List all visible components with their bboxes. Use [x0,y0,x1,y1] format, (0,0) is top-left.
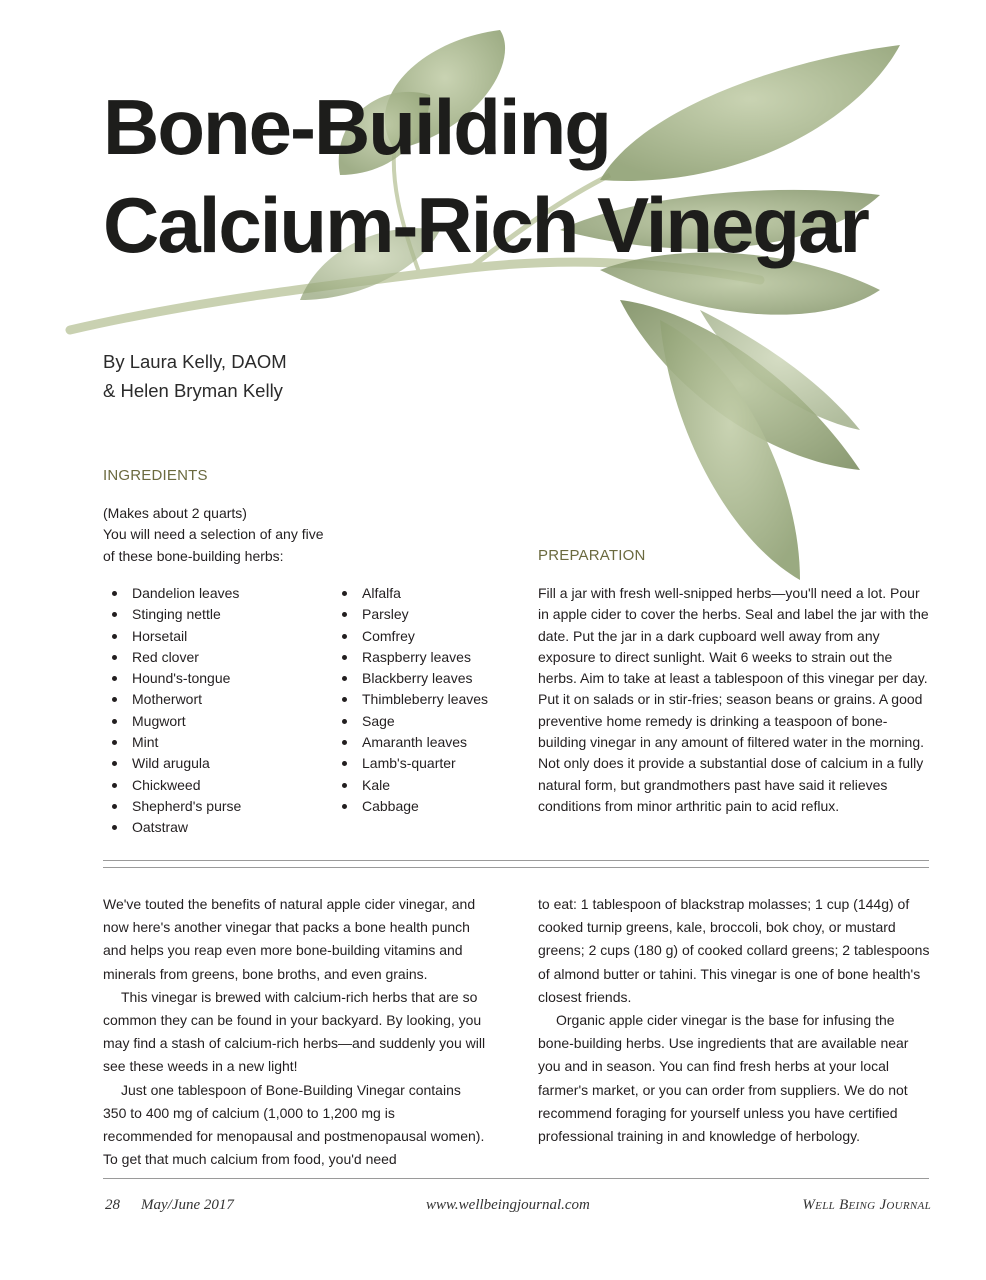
list-item: Hound's-tongue [103,668,241,689]
list-item: Parsley [333,604,488,625]
body-paragraph: We've touted the benefits of natural apple cider vinegar, and now here's another vinegar that packs a bone health punch and helps you reap even more bone-building vitamins and minerals from greens, bone broths, and even grains. [103,896,476,982]
body-paragraph: Just one tablespoon of Bone-Building Vinegar contains 350 to 400 mg of calcium (1,000 to 1,200 mg is recommended for menopausal and postmenopausal women). To get that much calcium from food, you'd need [103,1081,485,1168]
list-item: Amaranth leaves [333,732,488,753]
body-column-right [538,893,930,1148]
list-item: Red clover [103,647,241,668]
list-item: Mint [103,732,241,753]
list-item: Wild arugula [103,753,241,774]
title-line-2: Calcium-Rich Vinegar [103,181,868,269]
intro-line-2: You will need a selection of any five [103,526,324,543]
body-paragraph: Organic apple cider vinegar is the base for infusing the bone-building herbs. Use ingredients that are available near you and in season. You can find fresh herbs at your local farmer's market, or you can order from suppliers. We do not recommend foraging for yourself unless you have certified professional training in and knowledge of herbology. [538,1012,909,1145]
preparation-text: Fill a jar with fresh well-snipped herbs—you'll need a lot. Pour in apple cider to cover the herbs. Seal and label the jar with the date. Put the jar in a dark cupboard well away from any exposure to direct sunlight. Wait 6 weeks to strain out the herbs. Aim to take at least a tablespoon of this vinegar per day. Put it on salads or in stir-fries; season beans or grains. A good preventive home remedy is drinking a teaspoon of bone-building vinegar in any amount of filtered water in the morning. Not only does it provide a substantial dose of calcium in a fully natural form, but grandmothers past have said it relieves conditions from minor arthritic pain to acid reflux. [538,585,929,814]
list-item: Oatstraw [103,817,241,838]
footer-rule [103,1178,929,1179]
body-column-left [103,893,486,1171]
list-item: Blackberry leaves [333,668,488,689]
list-item: Mugwort [103,711,241,732]
list-item: Lamb's-quarter [333,753,488,774]
list-item: Shepherd's purse [103,796,241,817]
list-item: Cabbage [333,796,488,817]
list-item: Comfrey [333,626,488,647]
list-item: Kale [333,775,488,796]
intro-line-1: (Makes about 2 quarts) [103,505,247,521]
list-item: Chickweed [103,775,241,796]
list-item: Thimbleberry leaves [333,689,488,710]
list-item: Raspberry leaves [333,647,488,668]
list-item: Motherwort [103,689,241,710]
page-number: 28 [105,1197,120,1213]
body-paragraph: This vinegar is brewed with calcium-rich herbs that are so common they can be found in your backyard. By looking, you may find a stash of calcium-rich herbs—and suddenly you will see these weeds in a new light! [103,988,486,1075]
byline [103,347,287,405]
list-item: Horsetail [103,626,241,647]
body-paragraph: to eat: 1 tablespoon of blackstrap molasses; 1 cup (144g) of cooked turnip greens, kale, broccoli, bok choy, or mustard greens; 2 cups (180 g) of cooked collard greens; 2 tablespoons of almond butter or tahini. This vinegar is one of bone health's closest friends. [538,896,930,1005]
list-item: Stinging nettle [103,604,241,625]
list-item: Sage [333,711,488,732]
byline-line-1: By Laura Kelly, DAOM [103,351,287,372]
byline-line-2: & Helen Bryman Kelly [103,380,283,401]
list-item: Alfalfa [333,583,488,604]
website-link[interactable]: www.wellbeingjournal.com [426,1197,590,1213]
divider [103,860,929,861]
ingredients-intro [103,503,324,567]
article-title [103,78,868,274]
divider [103,867,929,868]
herb-list-right [333,583,488,817]
list-item: Dandelion leaves [103,583,241,604]
title-line-1: Bone-Building [103,83,610,171]
issue-date: May/June 2017 [141,1197,234,1213]
preparation-heading: PREPARATION [538,547,646,564]
intro-line-3: of these bone-building herbs: [103,547,284,564]
journal-name: Well Being Journal [802,1197,931,1213]
herb-list-left [103,583,241,839]
ingredients-heading: INGREDIENTS [103,467,208,484]
